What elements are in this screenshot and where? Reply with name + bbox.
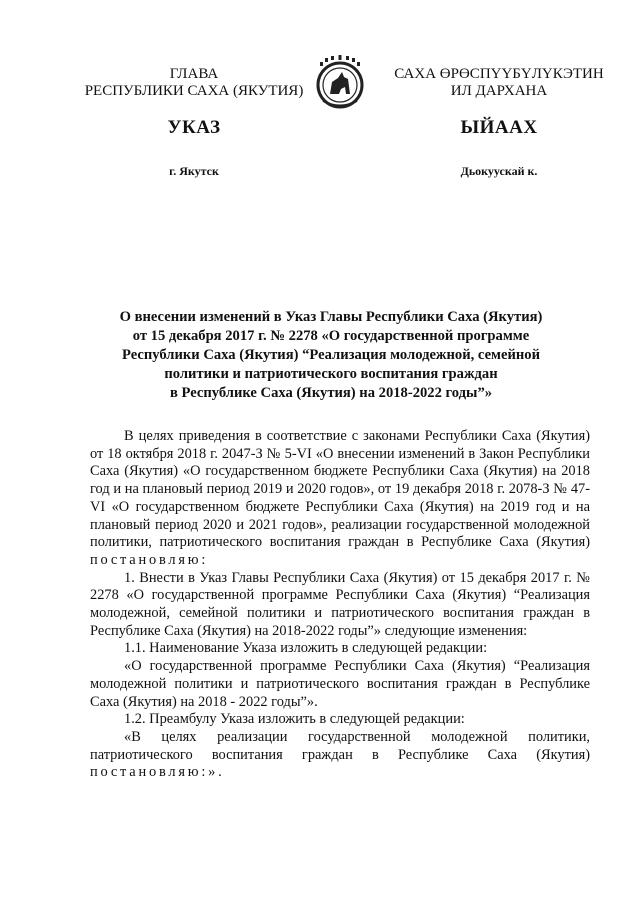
document-body [90, 428, 590, 782]
doc-type-sakha: ЫЙААХ [460, 117, 538, 138]
header-left [78, 66, 310, 100]
item-1-2-decree-word: постановляю:». [90, 764, 225, 781]
preamble-paragraph [90, 428, 590, 570]
item-1-1-heading: 1.1. Наименование Указа изложить в следующей редакции: [124, 640, 488, 657]
title-line: в Республике Саха (Якутия) на 2018-2022 годы”» [169, 385, 493, 401]
header-right-line1: САХА ӨРӨСПҮҮБҮЛҮКЭТИН [394, 66, 604, 82]
header-left-line2: РЕСПУБЛИКИ САХА (ЯКУТИЯ) [84, 83, 304, 99]
item-1-paragraph: 1. Внести в Указ Главы Республики Саха (Якутия) от 15 декабря 2017 г. № 2278 «О государственной программе Республики Саха (Якутия) “Реализация молодежной, семейной политики и патриотического воспитания граждан в Республике Саха (Якутия) на 2018-2022 годы”» следующие изменения: [90, 569, 590, 639]
title-line: О внесении изменений в Указ Главы Республики Саха (Якутия) [119, 309, 543, 325]
decree-word: постановляю: [90, 551, 209, 568]
title-line: Республики Саха (Якутия) “Реализация молодежной, семейной [121, 347, 540, 363]
item-1-2-text: «В целях реализации государственной молодежной политики, патриотического воспитания граждан в Республике Саха (Якутия) [90, 728, 590, 763]
header-right-line2: ИЛ ДАРХАНА [450, 83, 548, 99]
coat-of-arms-emblem [311, 54, 369, 112]
header-left-line1: ГЛАВА [169, 66, 219, 82]
preamble-text: В целях приведения в соответствие с законами Республики Саха (Якутия) от 18 октября 2018 г. 2047-З № 5-VI «О внесении изменений в Закон Республики Саха (Якутия) «О государственном бюджете Республики Саха (Якутия) на 2018 год и на плановый период 2019 и 2020 годов», от 19 декабря 2018 г. 2078-З № 47-VI «О государственном бюджете Республики Саха (Якутия) на 2019 год и на плановый период 2020 и 2021 годов», реализации государственной молодежной политики, патриотического воспитания граждан в Республике Саха (Якутия) [90, 428, 590, 551]
title-line: от 15 декабря 2017 г. № 2278 «О государственной программе [132, 328, 530, 344]
header-right [388, 66, 610, 100]
city-sakha: Дьокуускай к. [460, 164, 538, 178]
city-russian: г. Якутск [169, 164, 219, 178]
doc-type-russian: УКАЗ [167, 117, 221, 138]
document-title [96, 308, 566, 403]
title-line: политики и патриотического воспитания граждан [164, 366, 498, 382]
item-1-2-paragraph [90, 729, 590, 782]
item-1-1-text: «О государственной программе Республики Саха (Якутия) “Реализация молодежной политики и патриотического воспитания граждан в Республике Саха (Якутия) на 2018 - 2022 годы”». [90, 658, 590, 710]
item-1-2-heading: 1.2. Преамбулу Указа изложить в следующей редакции: [124, 711, 465, 728]
